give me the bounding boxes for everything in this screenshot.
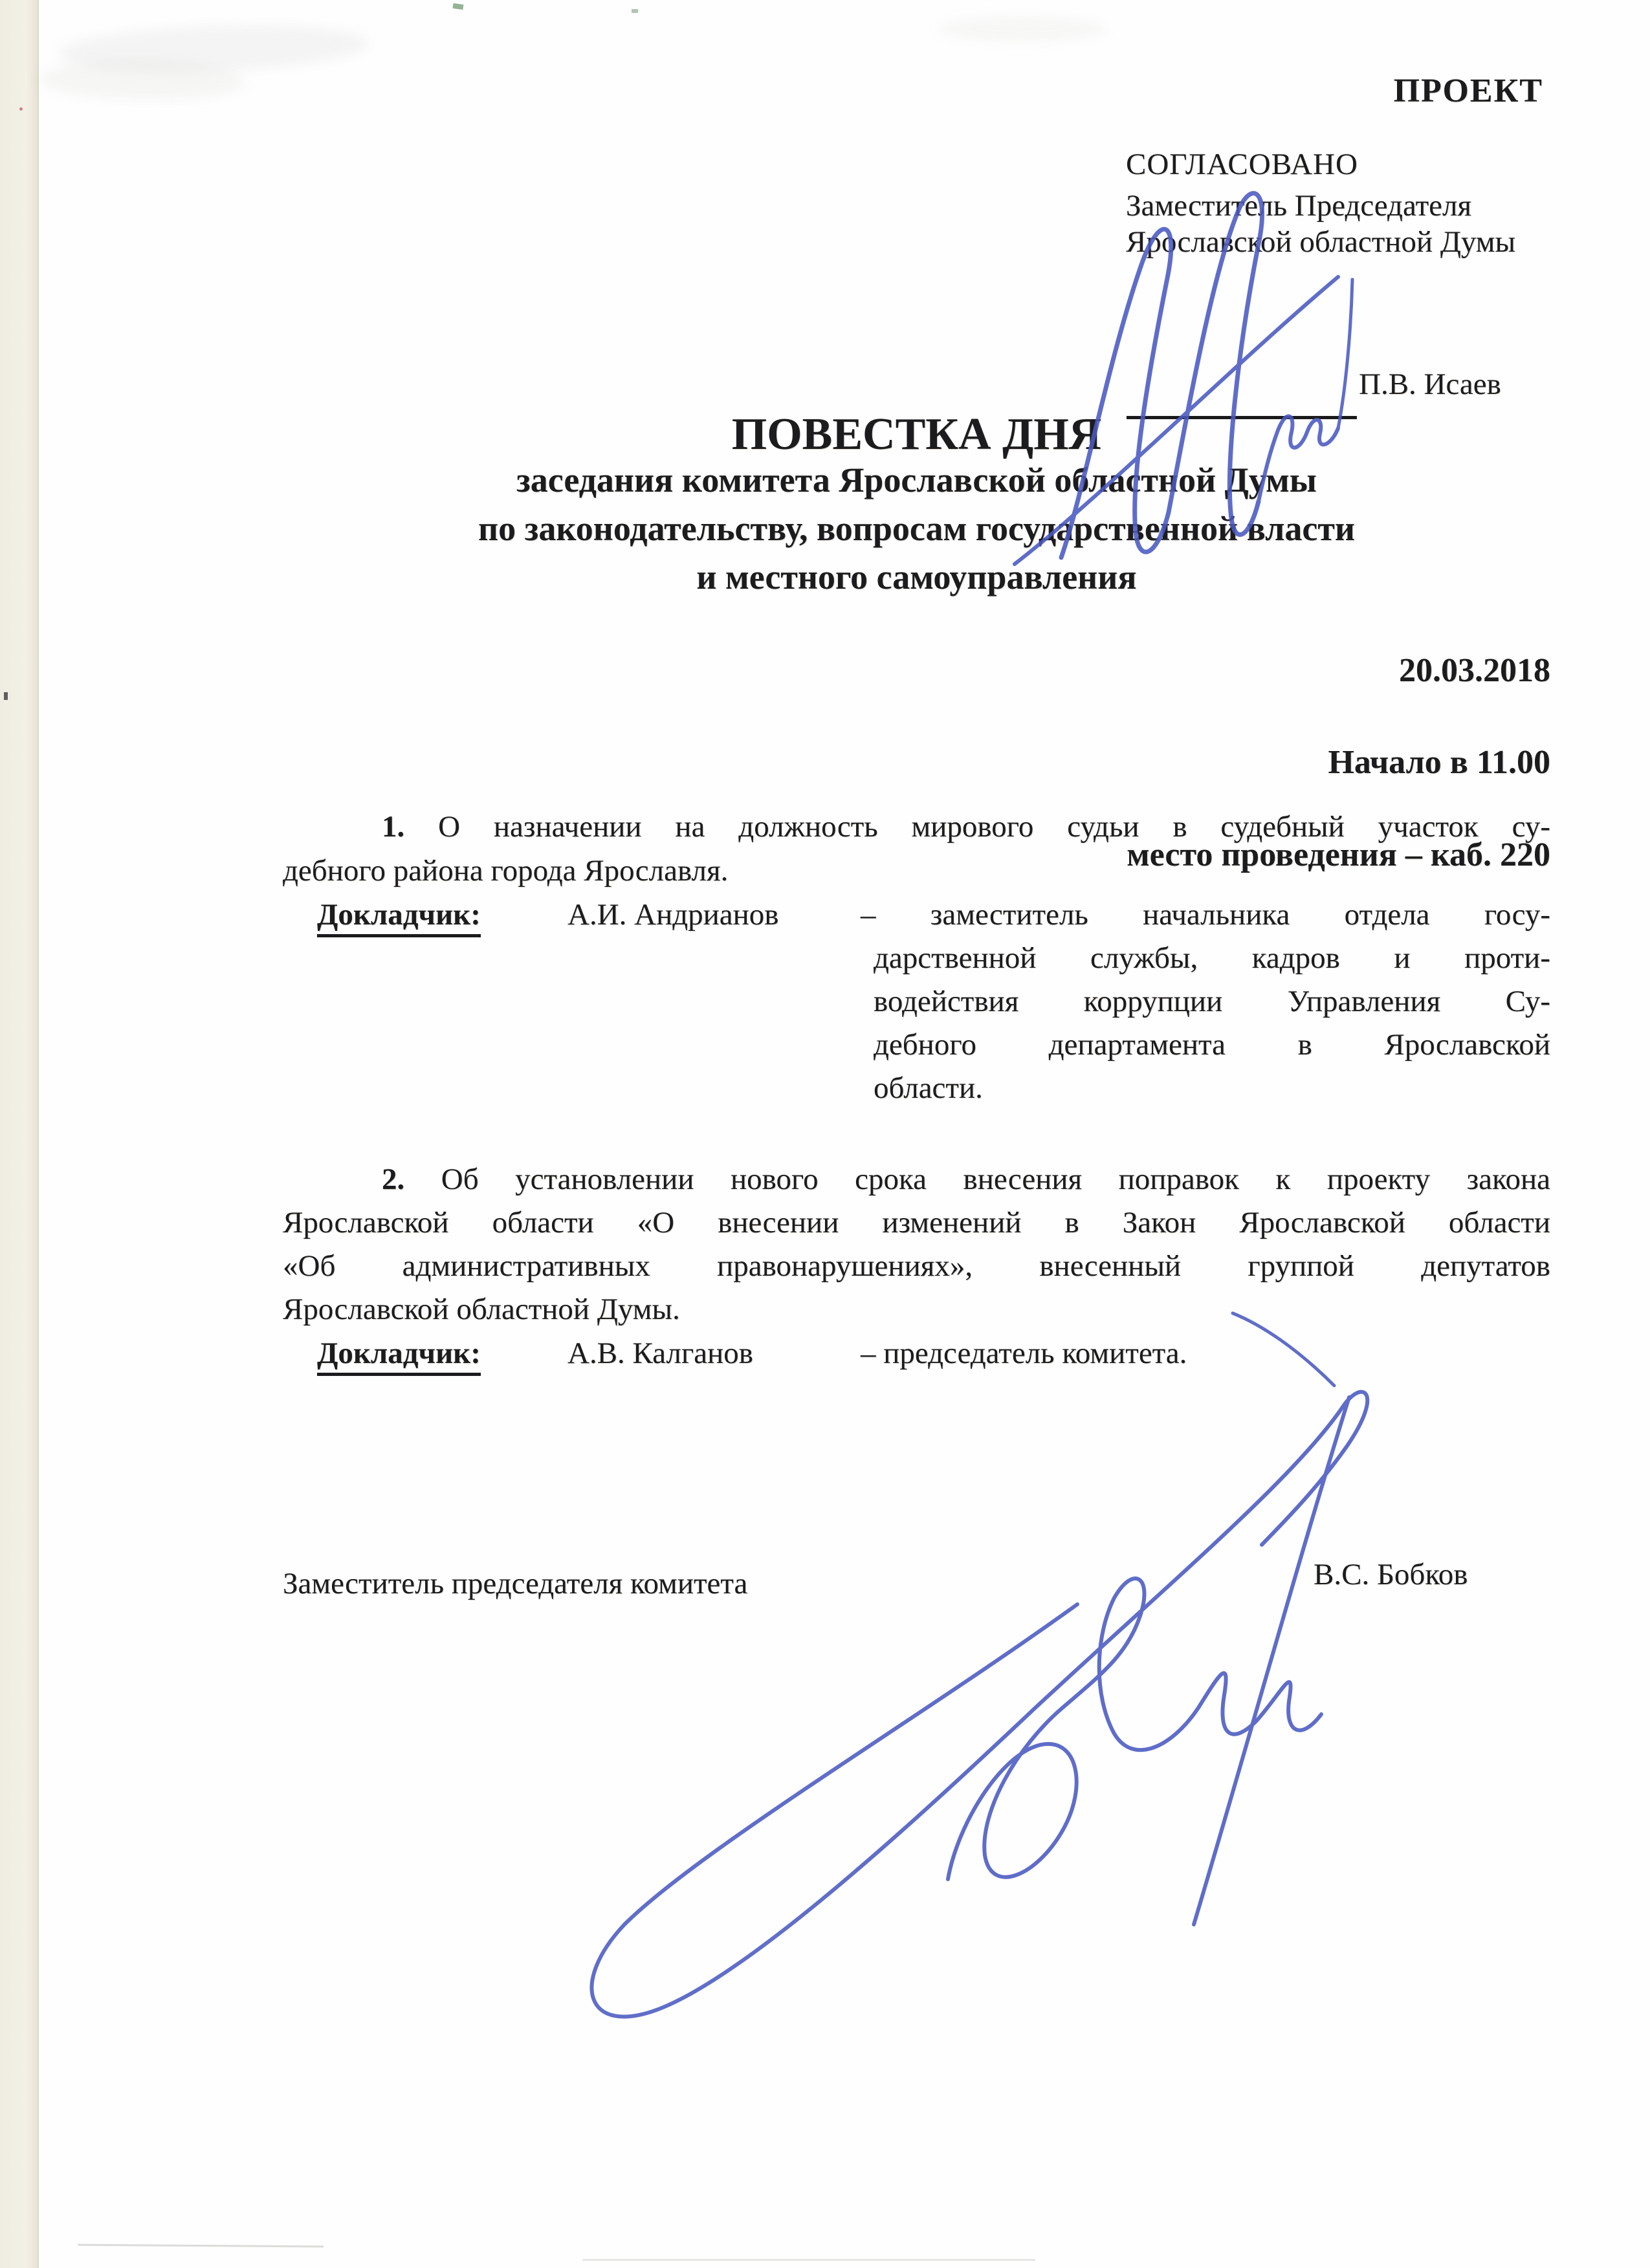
footer-signer-name: В.С. Бобков (1314, 1558, 1468, 1591)
approval-status: СОГЛАСОВАНО (1126, 147, 1358, 181)
item2-speaker-name: А.В. Калганов (567, 1336, 753, 1370)
scan-speck (582, 2259, 1035, 2261)
item2-speaker-desc: – председатель комитета. (861, 1336, 1187, 1370)
item1-speaker-desc-line4: дебного департамента в Ярославской (874, 1028, 1550, 1062)
item1-number: 1. (382, 810, 405, 844)
item2-line4: Ярославской областной Думы. (283, 1292, 680, 1326)
item2-line3: «Об административных правонарушениях», внесенный группой депутатов (283, 1249, 1550, 1283)
item1-speaker-desc-line5: области. (874, 1071, 983, 1105)
approval-position-line1: Заместитель Председателя (1126, 189, 1472, 223)
bobkov-signature (592, 1313, 1368, 2016)
item1-speaker-desc-line1: – заместитель начальника отдела госу- (861, 898, 1550, 932)
doc-subtitle-line2: по законодательству, вопросам государственной власти (478, 509, 1355, 548)
item1-speaker-name: А.И. Андрианов (567, 898, 779, 932)
item1-speaker-desc-line3: водействия коррупции Управления Су- (874, 985, 1550, 1018)
doc-title: ПОВЕСТКА ДНЯ (731, 409, 1102, 459)
item1-speaker-label: Докладчик: (317, 898, 481, 937)
scanner-edge-strip (0, 0, 38, 2268)
scan-smudge (58, 21, 369, 77)
item2-number: 2. (382, 1162, 405, 1196)
draft-stamp: ПРОЕКТ (1393, 72, 1543, 109)
item2-line2: Ярославской области «О внесении изменений в Закон Ярославской области (283, 1206, 1550, 1239)
scan-smudge (39, 60, 247, 102)
approval-signer-name: П.В. Исаев (1359, 367, 1501, 401)
scan-speck (78, 2244, 324, 2248)
item2-speaker-label: Докладчик: (317, 1336, 481, 1376)
meeting-place: место проведения – каб. 220 (1127, 836, 1550, 873)
scan-speck (632, 9, 638, 13)
item2-line1: 2. Об установлении нового срока внесения поправок к проекту закона (382, 1162, 1551, 1196)
scanner-edge-line (38, 0, 39, 2268)
approval-position-line2: Ярославской областной Думы (1126, 225, 1516, 259)
scan-smudge (938, 16, 1106, 42)
item1-speaker-desc-line2: дарственной службы, кадров и проти- (874, 941, 1550, 975)
doc-subtitle-line3: и местного самоуправления (696, 558, 1137, 596)
meeting-date: 20.03.2018 (1399, 652, 1550, 689)
item1-line2: дебного района города Ярославля. (283, 854, 729, 888)
item1-line1: 1. О назначении на должность мирового судьи в судебный участок су- (382, 810, 1551, 844)
scan-speck (453, 3, 464, 10)
footer-position: Заместитель председателя комитета (283, 1567, 748, 1600)
doc-subtitle-line1: заседания комитета Ярославской областной Думы (516, 461, 1317, 499)
meeting-time: Начало в 11.00 (1328, 744, 1550, 781)
